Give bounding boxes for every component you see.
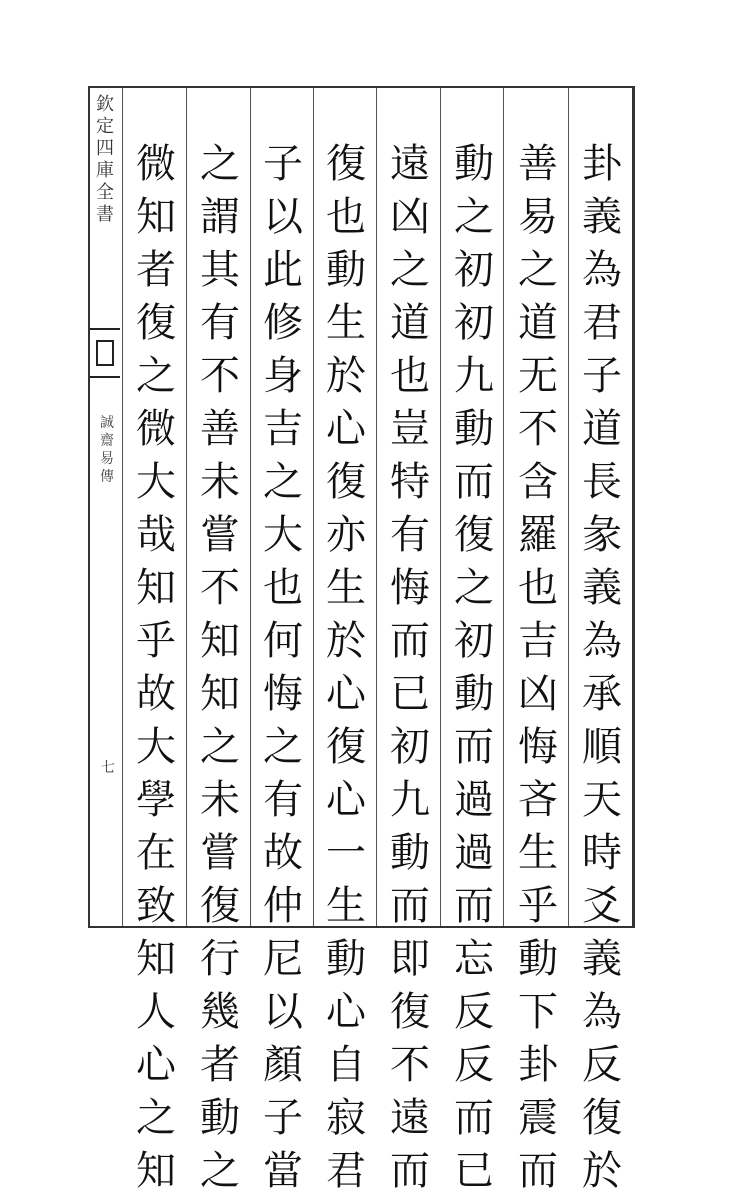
glyph: 順: [582, 724, 622, 770]
glyph: 九: [454, 353, 494, 399]
glyph: 不: [518, 406, 558, 452]
glyph: 心: [326, 671, 366, 717]
glyph: 吝: [518, 777, 558, 823]
glyph: 道: [582, 406, 622, 452]
glyph: 道: [390, 300, 430, 346]
glyph: 義: [582, 194, 622, 240]
glyph: 而: [390, 618, 430, 664]
glyph: 自: [326, 1042, 366, 1088]
glyph: 也: [518, 565, 558, 611]
glyph: 知: [136, 565, 176, 611]
text-column-5: [316, 138, 376, 1194]
glyph: 欽: [96, 94, 114, 115]
column-rule: [250, 88, 251, 926]
glyph: 卦: [582, 141, 622, 187]
column-rule: [186, 88, 187, 926]
text-column-3: [444, 138, 504, 1194]
column-rule: [376, 88, 377, 926]
glyph: 之: [200, 724, 240, 770]
glyph: 未: [200, 777, 240, 823]
glyph: 不: [200, 353, 240, 399]
glyph: 豈: [390, 406, 430, 452]
glyph: 而: [390, 1148, 430, 1194]
glyph: 初: [454, 618, 494, 664]
glyph: 者: [136, 247, 176, 293]
glyph: 也: [326, 194, 366, 240]
glyph: 知: [136, 936, 176, 982]
glyph: 義: [582, 936, 622, 982]
fishtail-icon: [96, 340, 114, 366]
glyph: 吉: [263, 406, 303, 452]
frame-right-border: [632, 86, 635, 928]
glyph: 有: [200, 300, 240, 346]
glyph: 易: [100, 451, 114, 467]
glyph: 生: [518, 830, 558, 876]
glyph: 道: [518, 300, 558, 346]
glyph: 也: [263, 565, 303, 611]
glyph: 以: [263, 194, 303, 240]
glyph: 生: [326, 300, 366, 346]
glyph: 知: [136, 194, 176, 240]
glyph: 於: [326, 353, 366, 399]
glyph: 之: [390, 247, 430, 293]
glyph: 子: [263, 141, 303, 187]
text-column-7: [190, 138, 250, 1194]
glyph: 之: [136, 353, 176, 399]
glyph: 反: [582, 1042, 622, 1088]
glyph: 子: [582, 353, 622, 399]
glyph: 之: [454, 565, 494, 611]
glyph: 凶: [390, 194, 430, 240]
glyph: 生: [326, 883, 366, 929]
glyph: 而: [454, 1095, 494, 1141]
glyph: 而: [454, 459, 494, 505]
glyph: 之: [263, 724, 303, 770]
glyph: 未: [200, 459, 240, 505]
glyph: 乎: [136, 618, 176, 664]
glyph: 復: [326, 141, 366, 187]
glyph: 定: [96, 116, 114, 137]
glyph: 之: [454, 194, 494, 240]
glyph: 書: [96, 204, 114, 225]
text-column-8: [126, 138, 186, 1194]
glyph: 知: [200, 671, 240, 717]
glyph: 幾: [200, 989, 240, 1035]
glyph: 動: [390, 830, 430, 876]
glyph: 之: [136, 1095, 176, 1141]
glyph: 善: [200, 406, 240, 452]
glyph: 仲: [263, 883, 303, 929]
glyph: 心: [326, 777, 366, 823]
glyph: 爻: [582, 883, 622, 929]
glyph: 為: [582, 618, 622, 664]
glyph: 知: [136, 1148, 176, 1194]
glyph: 知: [200, 618, 240, 664]
glyph: 過: [454, 777, 494, 823]
glyph: 初: [454, 300, 494, 346]
glyph: 忘: [454, 936, 494, 982]
glyph: 為: [582, 989, 622, 1035]
fishtail-marker: [90, 328, 120, 378]
text-column-2: [508, 138, 568, 1194]
glyph: 彖: [582, 512, 622, 558]
column-rule: [440, 88, 441, 926]
glyph: 者: [200, 1042, 240, 1088]
folio-number: 七: [101, 760, 115, 776]
glyph: 致: [136, 883, 176, 929]
glyph: 哉: [136, 512, 176, 558]
frame-top-border: [88, 86, 634, 88]
glyph: 君: [582, 300, 622, 346]
glyph: 之: [518, 247, 558, 293]
glyph: 動: [326, 247, 366, 293]
glyph: 不: [200, 565, 240, 611]
column-rule: [122, 88, 123, 926]
glyph: 生: [326, 565, 366, 611]
glyph: 齋: [100, 433, 114, 449]
glyph: 寂: [326, 1095, 366, 1141]
glyph: 下: [518, 989, 558, 1035]
glyph: 誠: [100, 415, 114, 431]
glyph: 也: [390, 353, 430, 399]
glyph: 全: [96, 182, 114, 203]
glyph: 悔: [263, 671, 303, 717]
glyph: 何: [263, 618, 303, 664]
glyph: 故: [136, 671, 176, 717]
glyph: 含: [518, 459, 558, 505]
text-column-4: [380, 138, 440, 1194]
glyph: 四: [96, 138, 114, 159]
glyph: 一: [326, 830, 366, 876]
glyph: 羅: [518, 512, 558, 558]
glyph: 動: [454, 141, 494, 187]
glyph: 過: [454, 830, 494, 876]
glyph: 震: [518, 1095, 558, 1141]
glyph: 大: [136, 459, 176, 505]
glyph: 復: [136, 300, 176, 346]
glyph: 顏: [263, 1042, 303, 1088]
glyph: 動: [326, 936, 366, 982]
glyph: 有: [263, 777, 303, 823]
glyph: 此: [263, 247, 303, 293]
glyph: 為: [582, 247, 622, 293]
glyph: 復: [582, 1095, 622, 1141]
glyph: 而: [390, 883, 430, 929]
glyph: 大: [263, 512, 303, 558]
glyph: 尼: [263, 936, 303, 982]
glyph: 當: [263, 1148, 303, 1194]
glyph: 而: [454, 724, 494, 770]
volume-title: [98, 414, 116, 486]
glyph: 修: [263, 300, 303, 346]
text-column-1: [572, 138, 632, 1194]
glyph: 傳: [100, 469, 114, 485]
glyph: 之: [200, 1148, 240, 1194]
glyph: 心: [326, 989, 366, 1035]
glyph: 易: [518, 194, 558, 240]
glyph: 時: [582, 830, 622, 876]
glyph: 其: [200, 247, 240, 293]
glyph: 之: [263, 459, 303, 505]
book-title: [94, 94, 116, 226]
glyph: 復: [390, 989, 430, 1035]
text-column-6: [253, 138, 313, 1194]
glyph: 而: [518, 1148, 558, 1194]
glyph: 九: [390, 777, 430, 823]
glyph: 復: [326, 724, 366, 770]
glyph: 動: [200, 1095, 240, 1141]
glyph: 動: [454, 671, 494, 717]
glyph: 悔: [390, 565, 430, 611]
glyph: 无: [518, 353, 558, 399]
glyph: 復: [200, 883, 240, 929]
glyph: 在: [136, 830, 176, 876]
glyph: 嘗: [200, 512, 240, 558]
glyph: 心: [326, 406, 366, 452]
glyph: 善: [518, 141, 558, 187]
column-rule: [568, 88, 569, 926]
glyph: 行: [200, 936, 240, 982]
glyph: 復: [454, 512, 494, 558]
glyph: 卦: [518, 1042, 558, 1088]
glyph: 反: [454, 989, 494, 1035]
glyph: 義: [582, 565, 622, 611]
glyph: 吉: [518, 618, 558, 664]
glyph: 即: [390, 936, 430, 982]
glyph: 於: [582, 1148, 622, 1194]
glyph: 動: [454, 406, 494, 452]
glyph: 於: [326, 618, 366, 664]
glyph: 亦: [326, 512, 366, 558]
glyph: 不: [390, 1042, 430, 1088]
glyph: 初: [390, 724, 430, 770]
glyph: 動: [518, 936, 558, 982]
glyph: 反: [454, 1042, 494, 1088]
glyph: 人: [136, 989, 176, 1035]
glyph: 身: [263, 353, 303, 399]
glyph: 君: [326, 1148, 366, 1194]
glyph: 復: [326, 459, 366, 505]
glyph: 遠: [390, 141, 430, 187]
glyph: 遠: [390, 1095, 430, 1141]
glyph: 謂: [200, 194, 240, 240]
glyph: 長: [582, 459, 622, 505]
glyph: 已: [390, 671, 430, 717]
glyph: 大: [136, 724, 176, 770]
glyph: 初: [454, 247, 494, 293]
glyph: 凶: [518, 671, 558, 717]
glyph: 特: [390, 459, 430, 505]
glyph: 學: [136, 777, 176, 823]
glyph: 微: [136, 141, 176, 187]
glyph: 有: [390, 512, 430, 558]
glyph: 乎: [518, 883, 558, 929]
glyph: 以: [263, 989, 303, 1035]
column-rule: [313, 88, 314, 926]
glyph: 悔: [518, 724, 558, 770]
glyph: 微: [136, 406, 176, 452]
glyph: 故: [263, 830, 303, 876]
page-margin-column: [90, 94, 120, 914]
glyph: 子: [263, 1095, 303, 1141]
glyph: 庫: [96, 160, 114, 181]
glyph: 嘗: [200, 830, 240, 876]
glyph: 之: [200, 141, 240, 187]
glyph: 承: [582, 671, 622, 717]
glyph: 心: [136, 1042, 176, 1088]
glyph: 已: [454, 1148, 494, 1194]
glyph: 天: [582, 777, 622, 823]
glyph: 而: [454, 883, 494, 929]
